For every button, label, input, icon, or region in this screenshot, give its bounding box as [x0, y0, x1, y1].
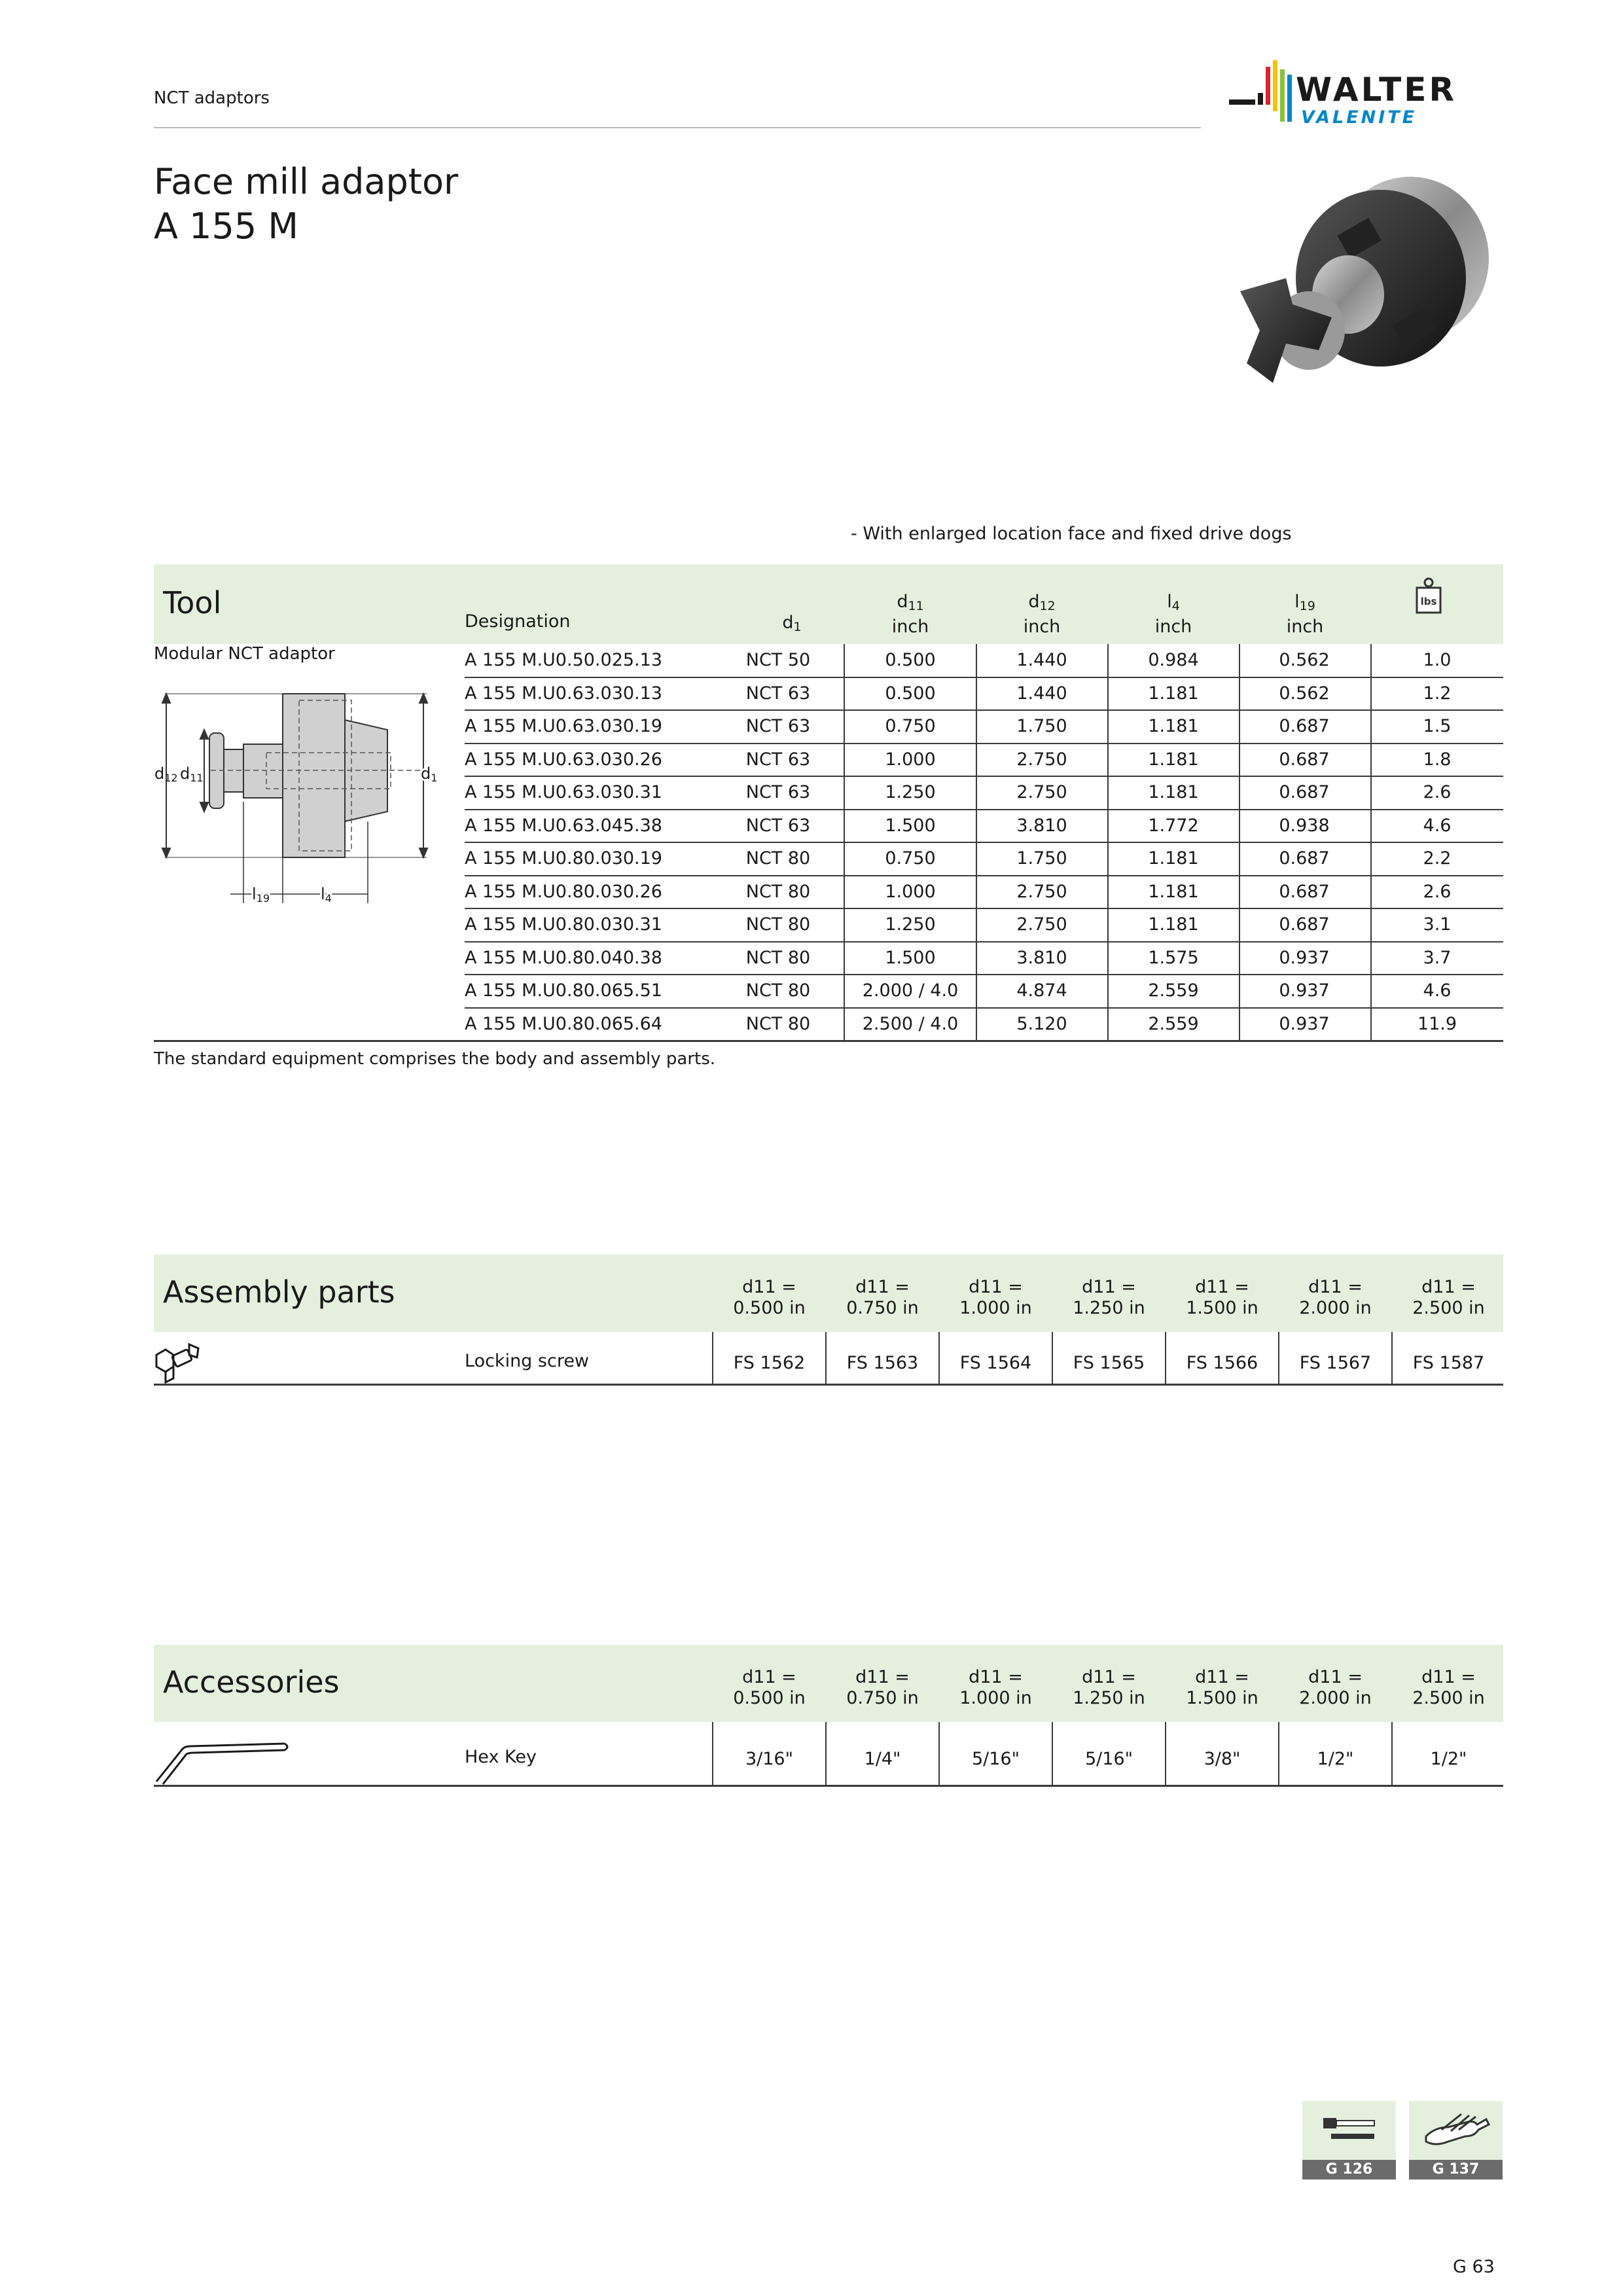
accessories-value-cell: 3/8" [1204, 1749, 1241, 1769]
tool-cell-designation: A 155 M.U0.63.030.13 [465, 683, 662, 704]
assembly_parts-value-cell: FS 1587 [1412, 1353, 1485, 1373]
tool-cell-l4: 1.181 [1148, 848, 1199, 869]
label-d12-sub: 12 [164, 772, 178, 784]
assembly_parts-col-prefix: d11 = [855, 1277, 910, 1297]
col-d1: $d_1$ [782, 613, 802, 634]
label-d12: d [154, 764, 165, 783]
label-d1: d [421, 764, 431, 783]
assembly_parts-col-prefix: d11 = [1421, 1277, 1476, 1297]
accessories-col-header [939, 1667, 1052, 1709]
accessories-col-size: 2.000 in [1299, 1688, 1372, 1708]
tool-cell-d11: 0.500 [885, 650, 936, 670]
assembly_parts-col-divider [1052, 1332, 1053, 1384]
assembly-bottom-rule [154, 1384, 1503, 1386]
cylinder-screw-icon [1322, 2113, 1377, 2145]
assembly_parts-col-prefix: d11 = [742, 1277, 796, 1297]
tool-cell-l4: 1.181 [1148, 914, 1199, 935]
tool-cell-l4: 2.559 [1148, 980, 1199, 1001]
accessories-col-divider [825, 1722, 827, 1785]
tool-cell-weight: 4.6 [1423, 980, 1452, 1001]
tool-cell-d1: NCT 80 [745, 848, 811, 869]
tool-cell-designation: A 155 M.U0.63.030.31 [465, 782, 662, 802]
tool-cell-d1: NCT 63 [745, 782, 811, 802]
tool-table-header [154, 564, 1503, 644]
tool-cell-d11: 1.000 [885, 881, 936, 902]
ref-label-g137: G 137 [1409, 2160, 1503, 2179]
label-l19-sub: 19 [256, 892, 270, 905]
assembly_parts-col-size: 0.750 in [846, 1298, 919, 1318]
tool-cell-d11: 2.500 / 4.0 [862, 1013, 959, 1034]
tool-cell-designation: A 155 M.U0.80.030.31 [465, 914, 662, 935]
assembly_parts-col-size: 1.250 in [1073, 1298, 1145, 1318]
accessories-col-divider [938, 1722, 940, 1785]
tool-cell-d11: 0.750 [885, 848, 936, 869]
logo-valenite-text: VALENITE [1301, 107, 1418, 128]
locking-screw-label: Locking screw [465, 1351, 590, 1371]
tool-cell-l19: 0.687 [1279, 881, 1330, 902]
accessories-col-divider [1052, 1722, 1053, 1785]
tool-cell-designation: A 155 M.U0.63.030.26 [465, 749, 662, 770]
assembly_parts-col-header [939, 1277, 1052, 1319]
accessories-value-cell: 5/16" [971, 1749, 1020, 1769]
tool-cell-l19: 0.687 [1279, 749, 1330, 770]
accessories-col-size: 1.500 in [1186, 1688, 1258, 1708]
tool-cell-l4: 1.181 [1148, 716, 1199, 736]
accessories-heading: Accessories [163, 1664, 340, 1700]
accessories-col-prefix: d11 = [969, 1667, 1023, 1687]
label-d11: d [180, 764, 190, 783]
tool-cell-designation: A 155 M.U0.63.045.38 [465, 815, 662, 836]
tool-cell-l19: 0.562 [1279, 683, 1330, 704]
label-d1-sub: 1 [431, 772, 438, 784]
accessories-col-prefix: d11 = [742, 1667, 796, 1687]
tool-cell-weight: 2.6 [1423, 782, 1452, 802]
accessories-col-divider [1391, 1722, 1393, 1785]
assembly_parts-value-cell: FS 1565 [1073, 1353, 1145, 1373]
assembly_parts-col-divider [712, 1332, 713, 1384]
tool-cell-l19: 0.937 [1279, 980, 1330, 1001]
tool-cell-d11: 1.500 [885, 815, 936, 836]
assembly_parts-col-size: 2.500 in [1412, 1298, 1485, 1318]
tool-cell-weight: 3.1 [1423, 914, 1452, 935]
tool-cell-d12: 2.750 [1016, 749, 1067, 770]
tool-cell-d11: 1.000 [885, 749, 936, 770]
col-d11: $d_{11}$ inch [891, 592, 929, 637]
assembly_parts-col-header [826, 1277, 939, 1319]
assembly_parts-col-divider [1165, 1332, 1166, 1384]
tool-cell-weight: 1.0 [1423, 650, 1452, 670]
accessories-value-cell: 1/2" [1430, 1749, 1467, 1769]
accessories-col-header [1392, 1667, 1505, 1709]
assembly_parts-col-divider [1278, 1332, 1279, 1384]
label-d11-sub: 11 [190, 772, 204, 784]
tool-cell-d12: 5.120 [1016, 1013, 1067, 1034]
tool-cell-weight: 4.6 [1423, 815, 1452, 836]
tool-cell-d12: 2.750 [1016, 914, 1067, 935]
assembly_parts-col-header [713, 1277, 826, 1319]
tool-cell-designation: A 155 M.U0.80.065.64 [465, 1013, 662, 1034]
product-photo [1214, 154, 1508, 429]
tool-cell-l19: 0.937 [1279, 1013, 1330, 1034]
accessories-col-prefix: d11 = [855, 1667, 910, 1687]
header-divider [154, 127, 1201, 128]
hex-key-icon [154, 1733, 291, 1785]
assembly_parts-col-divider [938, 1332, 940, 1384]
assembly-parts-header [154, 1255, 1503, 1332]
accessories-value-cell: 1/4" [864, 1749, 901, 1769]
accessories-value-cell: 3/16" [745, 1749, 794, 1769]
tool-cell-l4: 1.181 [1148, 683, 1199, 704]
tool-cell-d1: NCT 63 [745, 815, 811, 836]
feature-note: - With enlarged location face and fixed drive dogs [851, 524, 1292, 544]
accessories-col-header [826, 1667, 939, 1709]
tool-cell-d1: NCT 63 [745, 716, 811, 736]
tool-cell-weight: 2.6 [1423, 881, 1452, 902]
assembly_parts-col-header [1052, 1277, 1166, 1319]
tool-cell-d11: 1.250 [885, 782, 936, 802]
accessories-col-size: 1.250 in [1073, 1688, 1145, 1708]
weight-unit-label: lbs [1420, 596, 1437, 607]
tool-cell-d12: 4.874 [1016, 980, 1067, 1001]
tool-row-rule [154, 1040, 1503, 1042]
tool-cell-d12: 1.440 [1016, 650, 1067, 670]
tool-cell-l19: 0.687 [1279, 914, 1330, 935]
assembly_parts-col-size: 2.000 in [1299, 1298, 1372, 1318]
tool-cell-d1: NCT 80 [745, 914, 811, 935]
tool-cell-d1: NCT 80 [745, 881, 811, 902]
accessories-bottom-rule [154, 1785, 1503, 1787]
tool-cell-l4: 2.559 [1148, 1013, 1199, 1034]
accessories-col-size: 0.500 in [733, 1688, 806, 1708]
assembly_parts-col-divider [825, 1332, 827, 1384]
tool-cell-d12: 1.750 [1016, 716, 1067, 736]
tool-cell-designation: A 155 M.U0.80.030.26 [465, 881, 662, 902]
tool-cell-designation: A 155 M.U0.63.030.19 [465, 716, 662, 736]
accessories-value-cell: 1/2" [1317, 1749, 1354, 1769]
tool-cell-weight: 2.2 [1423, 848, 1452, 869]
tool-cell-d1: NCT 80 [745, 947, 811, 968]
assembly_parts-value-cell: FS 1566 [1186, 1353, 1258, 1373]
tool-cell-d1: NCT 80 [745, 1013, 811, 1034]
assembly_parts-col-header [1166, 1277, 1279, 1319]
accessories-col-size: 2.500 in [1412, 1688, 1485, 1708]
hand-wrench-icon [1422, 2108, 1490, 2153]
tool-cell-l19: 0.562 [1279, 650, 1330, 670]
tool-cell-d11: 0.500 [885, 683, 936, 704]
tool-cell-d12: 3.810 [1016, 815, 1067, 836]
accessories-header [154, 1645, 1503, 1722]
label-l19: l [252, 885, 257, 903]
tool-cell-l4: 1.181 [1148, 749, 1199, 770]
svg-text:l4 [321, 885, 332, 905]
tool-cell-d11: 1.250 [885, 914, 936, 935]
product-code-title: A 155 M [154, 206, 298, 247]
accessories-col-prefix: d11 = [1308, 1667, 1363, 1687]
accessories-col-size: 0.750 in [846, 1688, 919, 1708]
accessories-col-divider [1165, 1722, 1166, 1785]
accessories-col-divider [712, 1722, 713, 1785]
page-title: Face mill adaptor [154, 161, 459, 202]
tool-cell-d11: 0.750 [885, 716, 936, 736]
assembly_parts-col-size: 1.000 in [959, 1298, 1032, 1318]
accessories-col-size: 1.000 in [959, 1688, 1032, 1708]
tool-cell-weight: 11.9 [1417, 1013, 1457, 1034]
walter-valenite-logo [1229, 60, 1510, 135]
weight-icon [1414, 577, 1443, 614]
tool-heading: Tool [163, 585, 222, 620]
tool-cell-d12: 2.750 [1016, 881, 1067, 902]
tool-cell-d1: NCT 50 [745, 650, 811, 670]
tool-cell-l19: 0.687 [1279, 782, 1330, 802]
accessories-col-prefix: d11 = [1421, 1667, 1476, 1687]
assembly_parts-col-prefix: d11 = [969, 1277, 1023, 1297]
tool-cell-weight: 1.5 [1423, 716, 1452, 736]
ref-tile-g126[interactable] [1302, 2101, 1396, 2179]
tool-cell-l19: 0.687 [1279, 716, 1330, 736]
tool-cell-d12: 1.440 [1016, 683, 1067, 704]
tool-cell-l4: 1.181 [1148, 782, 1199, 802]
tool-cell-d12: 2.750 [1016, 782, 1067, 802]
svg-text:d1 [421, 764, 437, 784]
assembly_parts-value-cell: FS 1564 [959, 1353, 1032, 1373]
tool-cell-weight: 1.2 [1423, 683, 1452, 704]
assembly_parts-col-size: 0.500 in [733, 1298, 806, 1318]
tool-cell-l4: 1.181 [1148, 881, 1199, 902]
ref-label-g126: G 126 [1302, 2160, 1396, 2179]
tool-cell-designation: A 155 M.U0.50.025.13 [465, 650, 662, 670]
tool-cell-l19: 0.938 [1279, 815, 1330, 836]
tool-cell-designation: A 155 M.U0.80.065.51 [465, 980, 662, 1001]
tool-cell-l19: 0.937 [1279, 947, 1330, 968]
col-l4: $l_4$ inch [1154, 592, 1192, 637]
col-designation: Designation [465, 611, 571, 632]
assembly_parts-value-cell: FS 1562 [733, 1353, 806, 1373]
hex-key-label: Hex Key [465, 1747, 537, 1767]
tool-cell-l4: 0.984 [1148, 650, 1199, 670]
accessories-col-header [1052, 1667, 1166, 1709]
logo-walter-text: WALTER [1296, 71, 1457, 109]
tool-cell-d1: NCT 63 [745, 683, 811, 704]
tool-row-label: Modular NCT adaptor [154, 644, 335, 664]
assembly_parts-value-cell: FS 1567 [1299, 1353, 1372, 1373]
tool-cell-d1: NCT 80 [745, 980, 811, 1001]
tool-cell-l4: 1.575 [1148, 947, 1199, 968]
col-l19: $l_{19}$ inch [1286, 592, 1324, 637]
svg-text:d11 [180, 764, 204, 784]
tool-cell-d12: 3.810 [1016, 947, 1067, 968]
accessories-col-header [1279, 1667, 1392, 1709]
tool-cell-designation: A 155 M.U0.80.030.19 [465, 848, 662, 869]
assembly_parts-value-cell: FS 1563 [846, 1353, 919, 1373]
tool-cell-weight: 1.8 [1423, 749, 1452, 770]
svg-text:l19 [252, 885, 270, 905]
page-number: G 63 [1453, 2257, 1495, 2277]
locking-screw-icon [154, 1340, 201, 1388]
tool-cell-d12: 1.750 [1016, 848, 1067, 869]
section-label: NCT adaptors [154, 88, 270, 108]
assembly_parts-col-header [1279, 1277, 1392, 1319]
adaptor-drawing [152, 681, 440, 906]
accessories-col-header [713, 1667, 826, 1709]
tool-cell-designation: A 155 M.U0.80.040.38 [465, 947, 662, 968]
ref-tile-g137[interactable] [1409, 2101, 1503, 2179]
tool-cell-d11: 2.000 / 4.0 [862, 980, 959, 1001]
tool-cell-d1: NCT 63 [745, 749, 811, 770]
assembly_parts-col-prefix: d11 = [1082, 1277, 1136, 1297]
col-d12: $d_{12}$ inch [1023, 592, 1061, 637]
tool-cell-l19: 0.687 [1279, 848, 1330, 869]
accessories-col-divider [1278, 1722, 1279, 1785]
assembly_parts-col-divider [1391, 1332, 1393, 1384]
assembly_parts-col-prefix: d11 = [1308, 1277, 1363, 1297]
label-l4: l [321, 885, 325, 903]
accessories-col-prefix: d11 = [1082, 1667, 1136, 1687]
assembly_parts-col-size: 1.500 in [1186, 1298, 1258, 1318]
assembly-parts-heading: Assembly parts [163, 1274, 395, 1310]
label-l4-sub: 4 [325, 892, 332, 905]
assembly_parts-col-header [1392, 1277, 1505, 1319]
accessories-col-header [1166, 1667, 1279, 1709]
tool-cell-l4: 1.772 [1148, 815, 1199, 836]
accessories-value-cell: 5/16" [1084, 1749, 1133, 1769]
tool-cell-weight: 3.7 [1423, 947, 1452, 968]
tool-cell-d11: 1.500 [885, 947, 936, 968]
standard-equipment-note: The standard equipment comprises the body and assembly parts. [154, 1049, 716, 1069]
accessories-col-prefix: d11 = [1195, 1667, 1249, 1687]
assembly_parts-col-prefix: d11 = [1195, 1277, 1249, 1297]
